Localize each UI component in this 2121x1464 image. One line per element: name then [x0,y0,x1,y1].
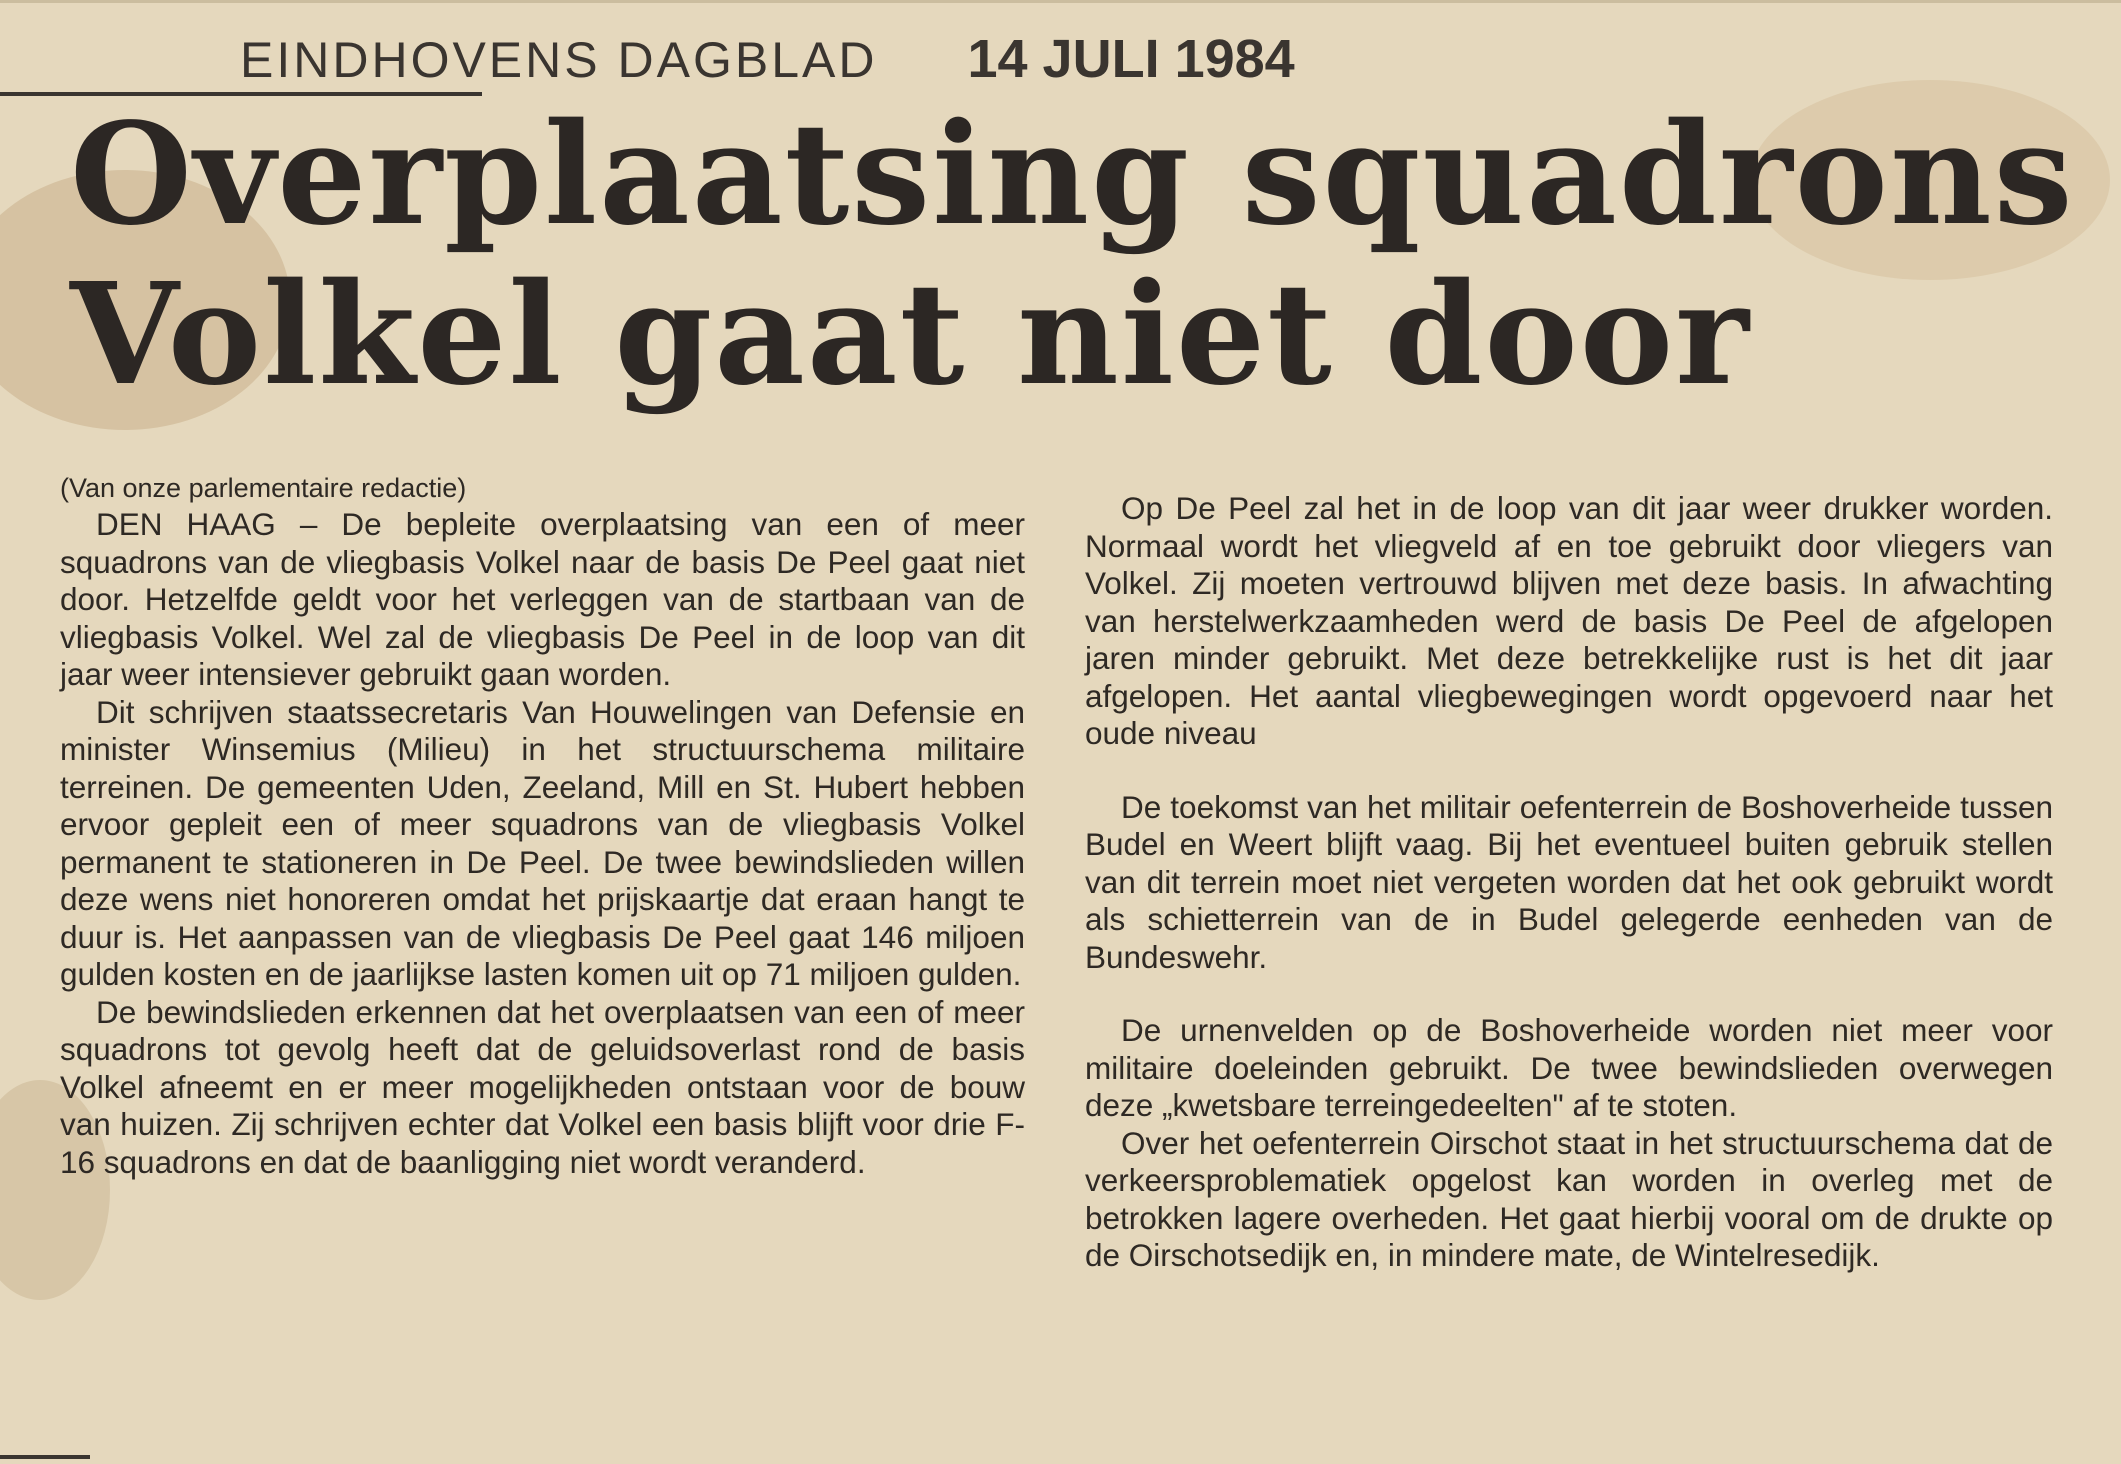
paragraph: Op De Peel zal het in de loop van dit jaar weer drukker worden. Normaal wordt het vliegveld af en toe gebruikt door vliegers van Volkel. Zij moeten vertrouwd blijven met deze basis. In afwachting van herstelwerkzaamheden werd de basis De Peel de afgelopen jaren minder gebruikt. Met deze betrekkelijke rust is het dit jaar afgelopen. Het aantal vliegbewegingen wordt opgevoerd naar het oude niveau [1085,490,2053,751]
paragraph: Dit schrijven staatssecretaris Van Houwelingen van Defensie en minister Winsemius (Milieu) in het structuurschema militaire terreinen. De gemeenten Uden, Zeeland, Mill en St. Hubert hebben ervoor gepleit een of meer squadrons van de vliegbasis Volkel permanent te stationeren in De Peel. De twee bewindslieden willen deze wens niet honoreren omdat het prijskaartje dat eraan hangt te duur is. Het aanpassen van de vliegbasis De Peel gaat 146 miljoen gulden kosten en de jaarlijkse lasten komen uit op 71 miljoen gulden. [60,693,1025,992]
paper-top-edge [0,0,2121,3]
headline-line-2: Volkel gaat niet door [70,253,1751,417]
publication-date: 14 JULI 1984 [967,29,1295,89]
paragraph: Over het oefenterrein Oirschot staat in het structuurschema dat de verkeersproblematiek opgelost kan worden in overleg met de betrokken lagere overheden. Het gaat hierbij vooral om de drukte op de Oirschotsedijk en, in mindere mate, de Wintelresedijk. [1085,1124,2053,1273]
byline: (Van onze parlementaire redactie) [60,473,467,503]
paragraph-gap [1085,753,2053,789]
paragraph-gap [1085,976,2053,1012]
paragraph: De urnenvelden op de Boshoverheide worden niet meer voor militaire doeleinden gebruikt. De twee bewindslieden overwegen deze „kwetsbare terreingedeelten" af te stoten. [1085,1012,2053,1123]
article-column-left [60,470,1025,1181]
headline [70,93,2075,417]
paragraph: De bewindslieden erkennen dat het overplaatsen van een of meer squadrons tot gevolg heeft dat de geluidsoverlast rond de basis Volkel afneemt en er meer mogelijkheden ontstaan voor de bouw van huizen. Zij schrijven echter dat Volkel een basis blijft voor drie F-16 squadrons en dat de baanligging niet wordt veranderd. [60,993,1025,1180]
paragraph: DEN HAAG – De bepleite overplaatsing van een of meer squadrons van de vliegbasis Volkel naar de basis De Peel gaat niet door. Hetzelfde geldt voor het verleggen van de startbaan van de vliegbasis Volkel. Wel zal de vliegbasis De Peel in de loop van dit jaar weer intensiever gebruikt gaan worden. [60,506,1025,692]
headline-line-1: Overplaatsing squadrons [70,93,2075,257]
column-rule [0,1455,90,1459]
newspaper-name: EINDHOVENS DAGBLAD [240,32,878,88]
source-stamp [240,28,1295,88]
article-column-right [1085,490,2053,1275]
paragraph: De toekomst van het militair oefenterrein de Boshoverheide tussen Budel en Weert blijft vaag. Bij het eventueel buiten gebruik stellen van dit terrein moet niet vergeten worden dat het ook gebruikt wordt als schietterrein van de in Budel gelegerde eenheden van de Bundeswehr. [1085,788,2053,975]
